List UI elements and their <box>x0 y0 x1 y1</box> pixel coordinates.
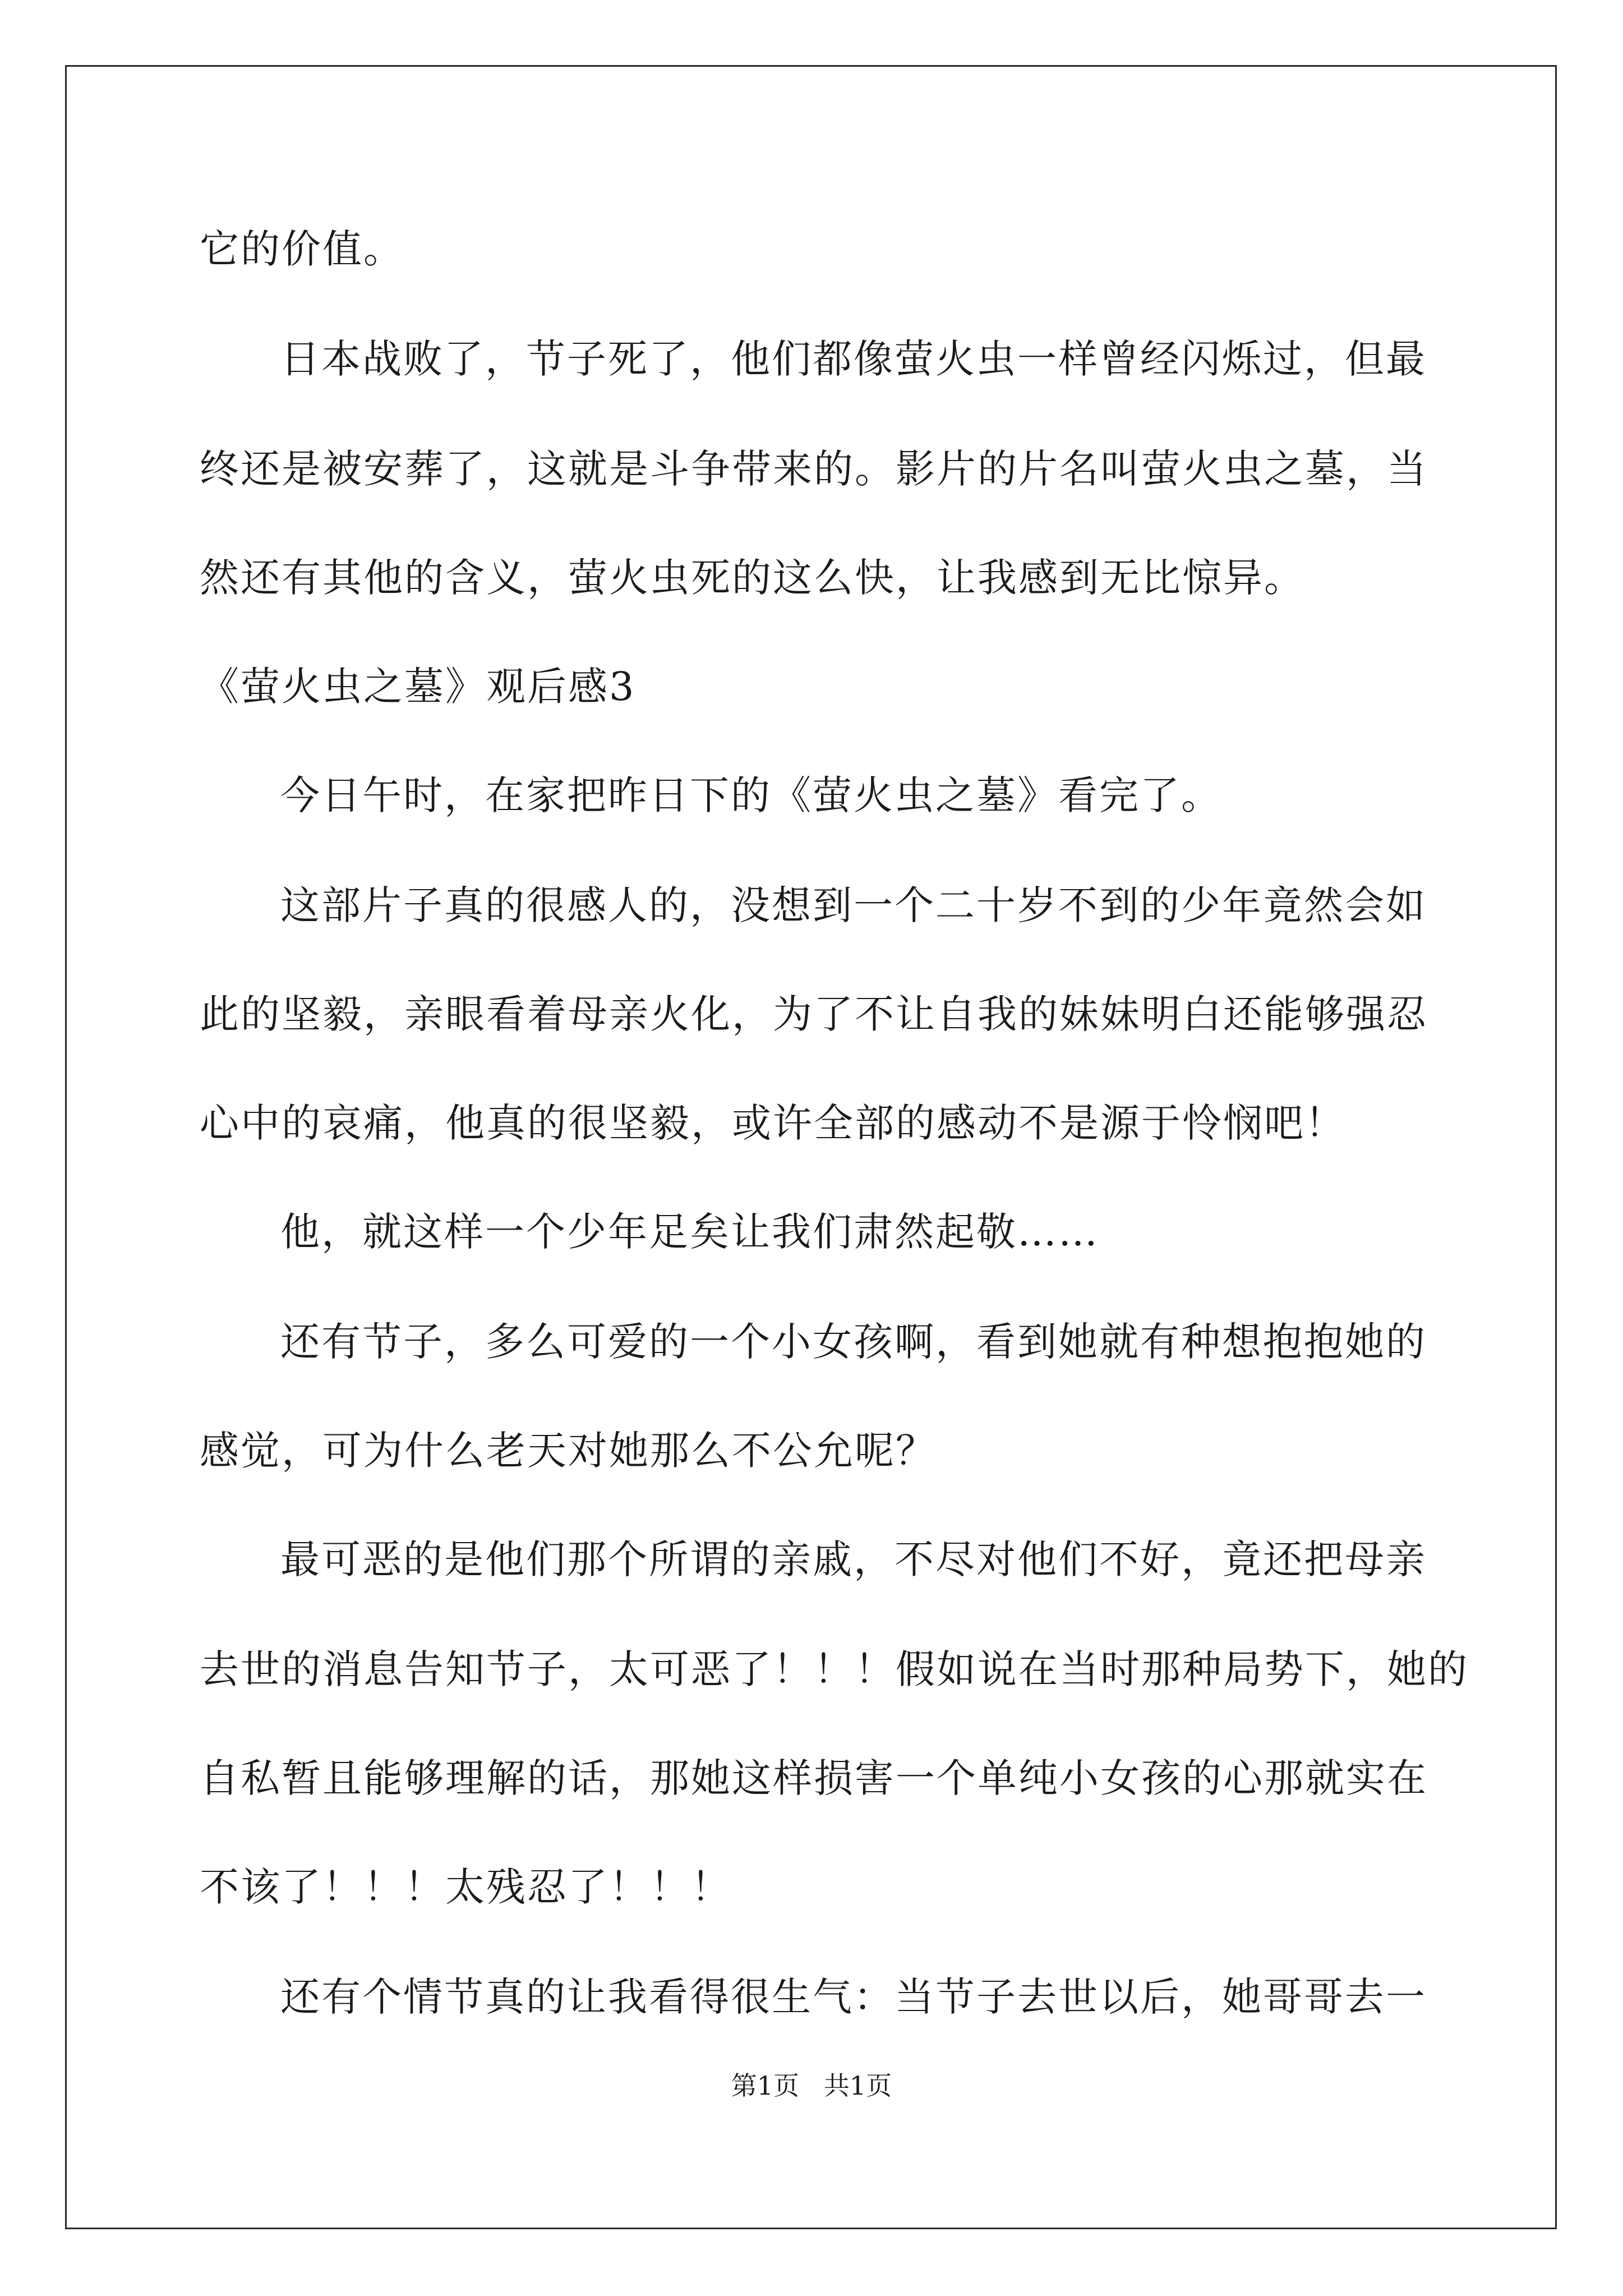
text-line: 感觉，可为什么老天对她那么不公允呢？ <box>200 1428 937 1474</box>
section-heading: 《萤火虫之墓》观后感3 <box>200 664 636 710</box>
text-line: 最可恶的是他们那个所谓的亲戚，不尽对他们不好，竟还把母亲 <box>280 1536 1427 1582</box>
text-line: 自私暂且能够理解的话，那她这样损害一个单纯小女孩的心那就实在 <box>200 1755 1428 1801</box>
text-line: 他，就这样一个少年足矣让我们肃然起敬…… <box>280 1209 1099 1255</box>
page-number-footer: 第1页 共1页 <box>731 2070 892 2101</box>
text-line: 日本战败了，节子死了，他们都像萤火虫一样曾经闪烁过，但最 <box>280 336 1427 382</box>
text-line: 这部片子真的很感人的，没想到一个二十岁不到的少年竟然会如 <box>280 882 1427 928</box>
text-line: 去世的消息告知节子，太可恶了！！！假如说在当时那种局势下，她的 <box>200 1646 1469 1692</box>
text-line: 终还是被安葬了，这就是斗争带来的。影片的片名叫萤火虫之墓，当 <box>200 446 1428 492</box>
text-line: 然还有其他的含义，萤火虫死的这么快，让我感到无比惊异。 <box>200 555 1305 601</box>
text-line: 今日午时，在家把昨日下的《萤火虫之墓》看完了。 <box>280 772 1222 818</box>
text-line: 还有节子，多么可爱的一个小女孩啊，看到她就有种想抱抱她的 <box>280 1319 1427 1365</box>
text-line: 心中的哀痛，他真的很坚毅，或许全部的感动不是源于怜悯吧！ <box>200 1100 1346 1146</box>
text-line: 它的价值。 <box>200 226 404 272</box>
text-line: 不该了！！！太残忍了！！！ <box>200 1864 732 1910</box>
text-line: 此的坚毅，亲眼看着母亲火化，为了不让自我的妹妹明白还能够强忍 <box>200 991 1428 1037</box>
text-line: 还有个情节真的让我看得很生气：当节子去世以后，她哥哥去一 <box>280 1974 1427 2020</box>
